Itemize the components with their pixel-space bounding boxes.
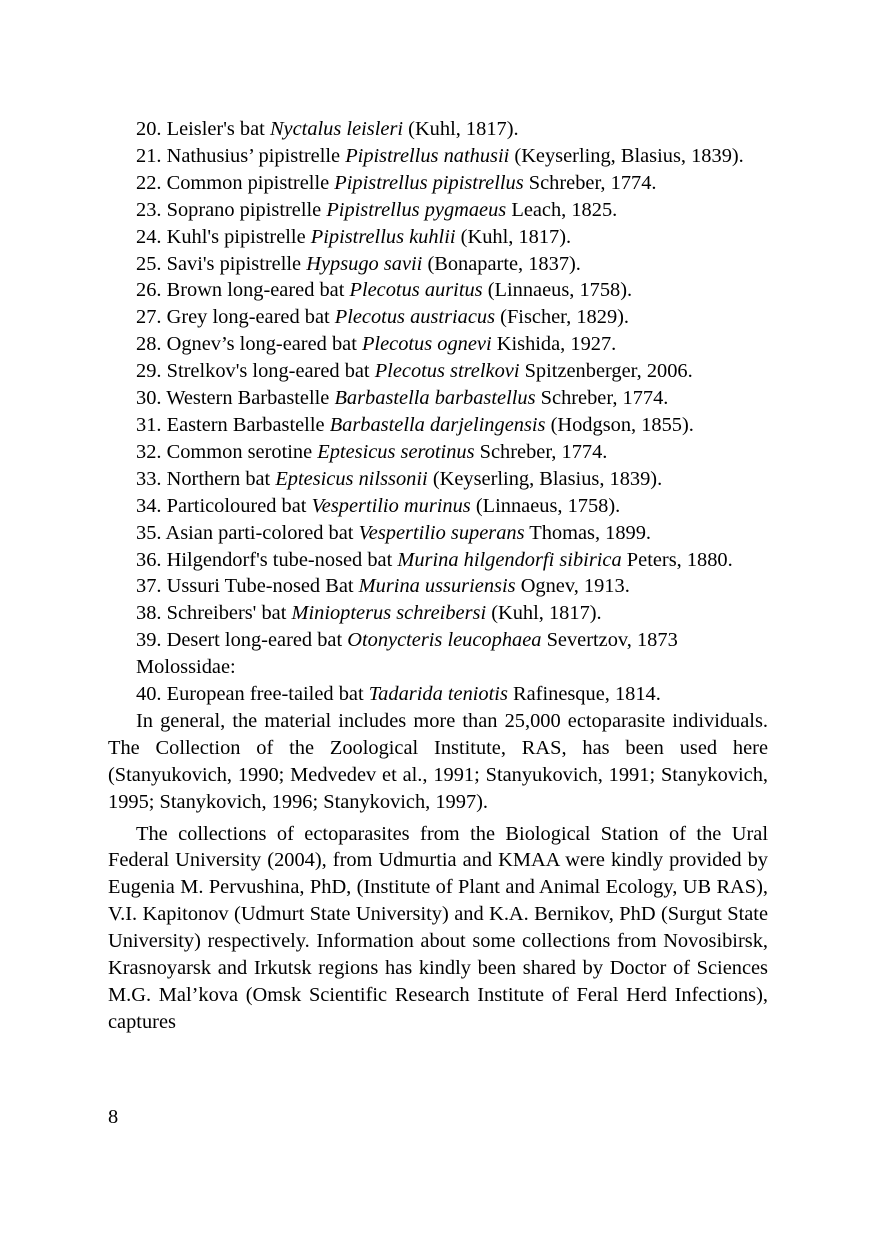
species-common-name: Grey long-eared bat <box>166 306 330 329</box>
species-number: 38. <box>136 602 162 625</box>
species-number: 21. <box>136 144 162 167</box>
species-number: 32. <box>136 440 162 463</box>
paragraph-collections-acknowledgement: The collections of ectoparasites from the Biological Station of the Ural Federal University (2004), from Udmurtia and KMAA were kindly provided by Eugenia M. Pervushina, PhD, (Institute of Plant and Animal Ecology, UB RAS), V.I. Kapitonov (Udmurt State University) and K.A. Bernikov, PhD (Surgut State University) respectively. Information about some collections from Novosibirsk, Krasnoyarsk and Irkutsk regions has kindly been shared by Doctor of Sciences M.G. Mal’kova (Omsk Scientific Research Institute of Feral Herd Infections), captures <box>108 822 768 1033</box>
species-authority: Peters, 1880. <box>626 548 733 571</box>
species-list <box>108 116 768 654</box>
species-authority: (Kuhl, 1817). <box>408 118 519 140</box>
species-latin-name: Barbastella darjelingensis <box>329 413 546 436</box>
species-number: 27. <box>136 306 162 329</box>
species-number: 29. <box>136 360 162 383</box>
species-latin-name: Plecotus strelkovi <box>374 360 520 383</box>
species-authority: (Linnaeus, 1758). <box>475 494 621 517</box>
species-number: 23. <box>136 198 162 221</box>
family-heading: Molossidae: <box>136 656 236 679</box>
species-entry <box>108 627 768 654</box>
species-number: 37. <box>136 575 162 598</box>
species-latin-name: Pipistrellus kuhlii <box>310 225 456 248</box>
species-common-name: Strelkov's long-eared bat <box>166 360 370 383</box>
species-common-name: Western Barbastelle <box>166 387 330 410</box>
species-authority: Schreber, 1774. <box>528 171 657 194</box>
species-number: 20. <box>136 118 162 140</box>
species-authority: (Keyserling, Blasius, 1839). <box>514 144 744 167</box>
species-latin-name: Plecotus ognevi <box>361 333 492 356</box>
species-entry <box>108 277 768 304</box>
species-common-name: Soprano pipistrelle <box>166 198 322 221</box>
paragraph-material-summary: In general, the material includes more than 25,000 ectoparasite individuals. The Collection of the Zoological Institute, RAS, has been used here (Stanyukovich, 1990; Medvedev et al., 1991; Stanyukovich, 1991; Stanykovich, 1995; Stanykovich, 1996; Stanykovich, 1997). <box>108 709 768 813</box>
species-number: 34. <box>136 494 162 517</box>
species-entry <box>108 547 768 574</box>
species-latin-name: Nyctalus leisleri <box>269 118 404 140</box>
species-number: 24. <box>136 225 162 248</box>
species-latin-name: Eptesicus nilssonii <box>275 467 428 490</box>
species-entry <box>108 385 768 412</box>
species-entry <box>108 170 768 197</box>
species-entry <box>108 493 768 520</box>
species-common-name: Brown long-eared bat <box>166 279 345 302</box>
species-entry <box>108 224 768 251</box>
species-authority: (Kuhl, 1817). <box>491 602 602 625</box>
species-entry <box>108 600 768 627</box>
species-entry <box>108 573 768 600</box>
species-entry <box>108 358 768 385</box>
species-authority: (Fischer, 1829). <box>500 306 630 329</box>
species-number: 33. <box>136 467 162 490</box>
species-authority: Spitzenberger, 2006. <box>524 360 693 383</box>
species-number: 25. <box>136 252 162 275</box>
page-number: 8 <box>108 1106 119 1128</box>
species-authority: (Keyserling, Blasius, 1839). <box>432 467 663 490</box>
species-latin-name: Hypsugo savii <box>306 252 423 275</box>
species-number: 35. <box>136 521 162 544</box>
species-latin-name: Murina hilgendorfi sibirica <box>397 548 622 571</box>
species-entry <box>108 143 768 170</box>
species-common-name: Northern bat <box>166 467 271 490</box>
species-entry <box>108 197 768 224</box>
species-entry <box>108 439 768 466</box>
species-latin-name: Plecotus austriacus <box>334 306 496 329</box>
species-entry <box>108 331 768 358</box>
species-authority: (Bonaparte, 1837). <box>427 252 581 275</box>
species-common-name: Ussuri Tube-nosed Bat <box>166 575 354 598</box>
species-authority: (Linnaeus, 1758). <box>487 279 633 302</box>
species-entry <box>108 116 768 143</box>
species-authority: Leach, 1825. <box>511 198 618 221</box>
species-authority: Schreber, 1774. <box>540 387 669 410</box>
species-common-name: Hilgendorf's tube-nosed bat <box>166 548 393 571</box>
species-latin-name: Barbastella barbastellus <box>334 387 536 410</box>
species-latin-name: Eptesicus serotinus <box>317 440 475 463</box>
species-authority: Rafinesque, 1814. <box>513 683 661 706</box>
species-common-name: Savi's pipistrelle <box>166 252 302 275</box>
species-number: 40. <box>136 683 162 706</box>
species-entry <box>108 412 768 439</box>
species-latin-name: Otonycteris leucophaea <box>347 629 542 652</box>
species-common-name: Asian parti-colored bat <box>165 521 354 544</box>
species-common-name: Eastern Barbastelle <box>166 413 325 436</box>
species-authority: Severtzov, 1873 <box>546 629 678 652</box>
species-common-name: Schreibers' bat <box>166 602 287 625</box>
species-authority: Kishida, 1927. <box>496 333 617 356</box>
species-entry <box>108 466 768 493</box>
species-authority: Thomas, 1899. <box>529 521 652 544</box>
species-common-name: Ognev’s long-eared bat <box>166 333 357 356</box>
species-authority: Schreber, 1774. <box>479 440 608 463</box>
species-latin-name: Murina ussuriensis <box>358 575 516 598</box>
species-common-name: Leisler's bat <box>166 118 265 140</box>
species-common-name: Common pipistrelle <box>166 171 330 194</box>
species-number: 36. <box>136 548 162 571</box>
species-authority: (Hodgson, 1855). <box>550 413 694 436</box>
species-number: 26. <box>136 279 162 302</box>
species-entry-40 <box>108 681 768 708</box>
species-latin-name: Pipistrellus pygmaeus <box>326 198 507 221</box>
species-authority: Ognev, 1913. <box>520 575 630 598</box>
species-common-name: Kuhl's pipistrelle <box>166 225 306 248</box>
species-common-name: European free-tailed bat <box>166 683 364 706</box>
species-common-name: Particoloured bat <box>166 494 307 517</box>
species-latin-name: Pipistrellus nathusii <box>345 144 510 167</box>
species-latin-name: Vespertilio murinus <box>311 494 471 517</box>
species-common-name: Common serotine <box>166 440 313 463</box>
species-number: 39. <box>136 629 162 652</box>
species-number: 28. <box>136 333 162 356</box>
species-latin-name: Plecotus auritus <box>349 279 483 302</box>
species-latin-name: Tadarida teniotis <box>368 683 508 706</box>
species-latin-name: Pipistrellus pipistrellus <box>334 171 524 194</box>
species-latin-name: Miniopterus schreibersi <box>291 602 487 625</box>
page-body <box>108 116 768 1036</box>
species-entry <box>108 251 768 278</box>
species-number: 30. <box>136 387 162 410</box>
species-number: 22. <box>136 171 162 194</box>
species-entry <box>108 520 768 547</box>
species-latin-name: Vespertilio superans <box>358 521 525 544</box>
species-authority: (Kuhl, 1817). <box>460 225 572 248</box>
species-number: 31. <box>136 413 162 436</box>
species-entry <box>108 304 768 331</box>
species-common-name: Desert long-eared bat <box>166 629 343 652</box>
species-common-name: Nathusius’ pipistrelle <box>166 144 341 167</box>
